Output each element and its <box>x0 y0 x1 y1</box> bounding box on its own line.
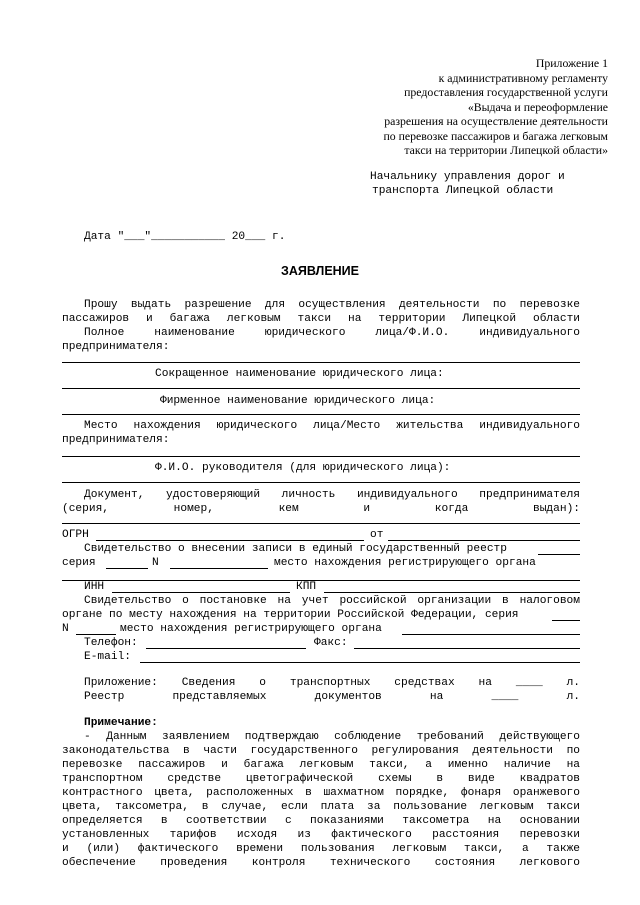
note-line: и (или) фактического времени пользования легковым такси, а также <box>62 843 580 855</box>
addressee-line: транспорта Липецкой области <box>372 185 554 197</box>
note-line: - Данным заявлением подтверждаю соблюдение требований действующего <box>84 731 580 743</box>
fill-line[interactable] <box>62 388 580 389</box>
ogrn-label: ОГРН <box>62 529 89 541</box>
note-heading: Примечание: <box>84 717 158 729</box>
id-doc-line: (серия, номер, кем и когда выдан): <box>62 503 580 515</box>
fill-line[interactable] <box>62 456 580 457</box>
tax-cert-line: Свидетельство о постановке на учет российской организации в налоговом <box>84 595 580 607</box>
appendix-line: «Выдача и переоформление <box>467 99 608 114</box>
fill-line[interactable] <box>62 414 580 415</box>
note-line: контрастного цвета, расположенных в шахматном порядке, фонаря оранжевого <box>62 787 580 799</box>
page-title: ЗАЯВЛЕНИЕ <box>280 264 359 278</box>
fill-line[interactable] <box>538 554 580 555</box>
kpp-label: КПП <box>296 581 317 593</box>
appendix-line: по перевозке пассажиров и багажа легковым <box>383 128 608 143</box>
head-name-label: Ф.И.О. руководителя (для юридического лица): <box>155 462 451 474</box>
tax-reg-place-label: место нахождения регистрирующего органа <box>120 623 382 635</box>
request-line: пассажиров и багажа легковым такси на территории Липецкой области <box>62 313 580 325</box>
note-line: перевозке пассажиров и багажа легковым такси, а именно наличие на <box>62 759 580 771</box>
appendix-line: разрешения на осуществление деятельности <box>384 114 608 128</box>
short-name-label: Сокращенное наименование юридического лица: <box>155 368 444 380</box>
addressee-block <box>370 170 565 198</box>
fax-label: Факс: <box>314 637 348 649</box>
appendix-header <box>383 56 608 158</box>
number-label: N <box>152 557 159 569</box>
reg-place-field[interactable] <box>62 580 580 581</box>
tax-reg-place-field[interactable] <box>402 634 580 635</box>
note-body <box>62 730 580 870</box>
email-field[interactable] <box>140 662 580 663</box>
reg-place-label: место нахождения регистрирующего органа <box>274 557 536 569</box>
series-field[interactable] <box>106 568 148 569</box>
registry-cert-label: Свидетельство о внесении записи в единый государственный реестр <box>84 543 507 555</box>
email-label: E-mail: <box>84 651 131 663</box>
phone-label: Телефон: <box>84 637 138 649</box>
ot-label: от <box>370 529 384 541</box>
appendix-line: предоставления государственной услуги <box>404 85 608 99</box>
tax-cert-line: органе по месту нахождения на территории Российской Федерации, серия <box>62 609 519 621</box>
appendix-line: такси на территории Липецкой области» <box>404 143 608 157</box>
request-paragraph <box>62 298 580 354</box>
attachment-line: Реестр представляемых документов на ____ л. <box>84 691 580 703</box>
tax-number-label: N <box>62 623 69 635</box>
request-line: Прошу выдать разрешение для осуществления деятельности по перевозке <box>84 299 580 311</box>
addressee-line: Начальнику управления дорог и <box>370 171 565 183</box>
location-line: Место нахождения юридического лица/Место жительства индивидуального <box>84 420 580 432</box>
tax-number-field[interactable] <box>76 634 116 635</box>
appendix-line: Приложение 1 <box>535 56 608 70</box>
note-line: установленных тарифов исходя из фактического расстояния перевозки <box>62 829 580 841</box>
inn-label: ИНН <box>84 581 105 593</box>
fill-line[interactable] <box>62 523 580 524</box>
note-line: транспортном средстве цветографической схемы в виде квадратов <box>62 773 580 785</box>
tax-series-field[interactable] <box>552 620 580 621</box>
tax-cert-block <box>62 594 580 622</box>
fill-line[interactable] <box>62 482 580 483</box>
fill-line[interactable] <box>62 362 580 363</box>
ogrn-date-field[interactable] <box>388 540 580 541</box>
brand-name-label: Фирменное наименование юридического лица: <box>160 395 436 407</box>
phone-field[interactable] <box>146 648 306 649</box>
date-line: Дата "___"___________ 20___ г. <box>84 231 286 243</box>
inn-field[interactable] <box>112 592 290 593</box>
attachment-line: Приложение: Сведения о транспортных средствах на ____ л. <box>84 677 580 689</box>
location-block <box>62 419 580 447</box>
series-label: серия <box>62 557 96 569</box>
location-line: предпринимателя: <box>62 434 170 446</box>
request-line: Полное наименование юридического лица/Ф.И.О. индивидуального <box>84 327 580 339</box>
ogrn-field[interactable] <box>96 540 364 541</box>
note-line: законодательства в части государственного регулирования деятельности по <box>62 745 580 757</box>
kpp-field[interactable] <box>324 592 580 593</box>
appendix-line: к административному регламенту <box>438 70 608 85</box>
attachments-block <box>84 676 580 704</box>
request-line: предпринимателя: <box>62 341 170 353</box>
id-doc-line: Документ, удостоверяющий личность индивидуального предпринимателя <box>84 489 580 501</box>
note-line: определяется в соответствии с показаниями таксометра на основании <box>62 815 580 827</box>
fax-field[interactable] <box>354 648 580 649</box>
id-doc-block <box>62 488 580 516</box>
note-line: цвета, таксометра, в случае, если плата за пользование легковым такси <box>62 801 580 813</box>
note-line: обеспечение проведения контроля технического состояния легкового <box>62 857 580 869</box>
number-field[interactable] <box>170 568 268 569</box>
